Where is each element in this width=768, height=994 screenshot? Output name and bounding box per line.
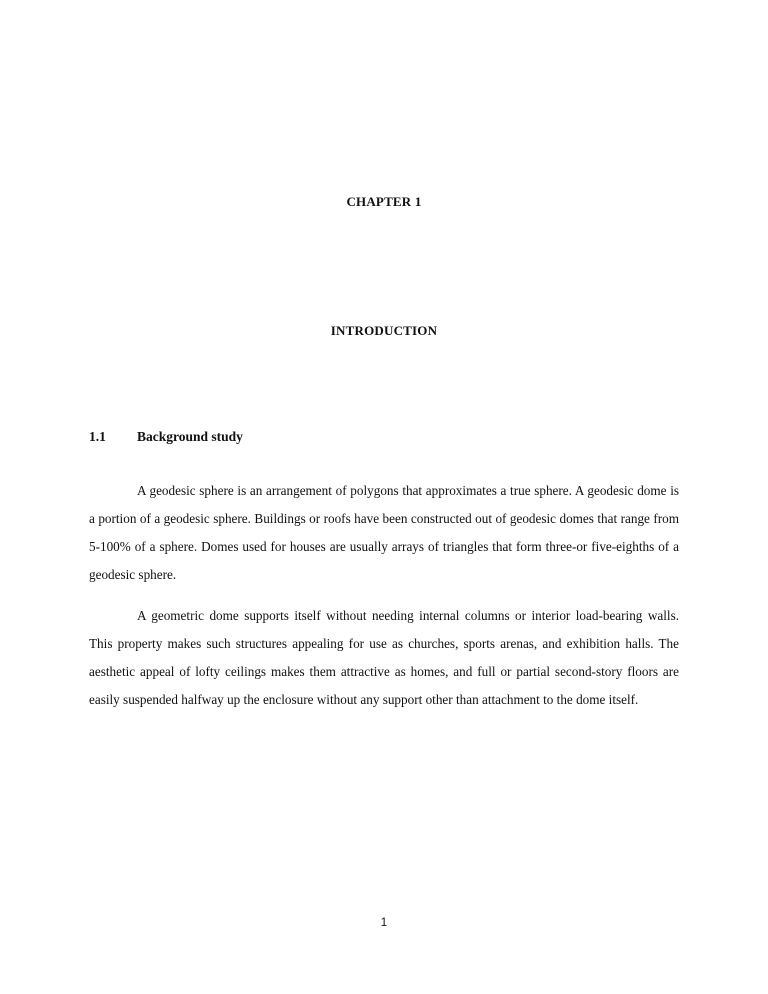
chapter-label: CHAPTER 1 <box>346 194 422 209</box>
section-heading <box>89 429 243 445</box>
section-title: Background study <box>137 429 243 444</box>
body-paragraph: A geodesic sphere is an arrangement of polygons that approximates a true sphere. A geodesic dome is a portion of a geodesic sphere. Buildings or roofs have been constructed out of geodesic domes that range from 5-100% of a sphere. Domes used for houses are usually arrays of triangles that form three-or five-eighths of a geodesic sphere. <box>89 483 679 582</box>
page-number: 1 <box>380 917 388 929</box>
section-number: 1.1 <box>89 429 106 444</box>
body-paragraph: A geometric dome supports itself without needing internal columns or interior load-bearing walls. This property makes such structures appealing for use as churches, sports arenas, and exhibition halls. The aesthetic appeal of lofty ceilings makes them attractive as homes, and full or partial second-story floors are easily suspended halfway up the enclosure without any support other than attachment to the dome itself. <box>89 608 679 707</box>
chapter-title: INTRODUCTION <box>330 323 438 338</box>
